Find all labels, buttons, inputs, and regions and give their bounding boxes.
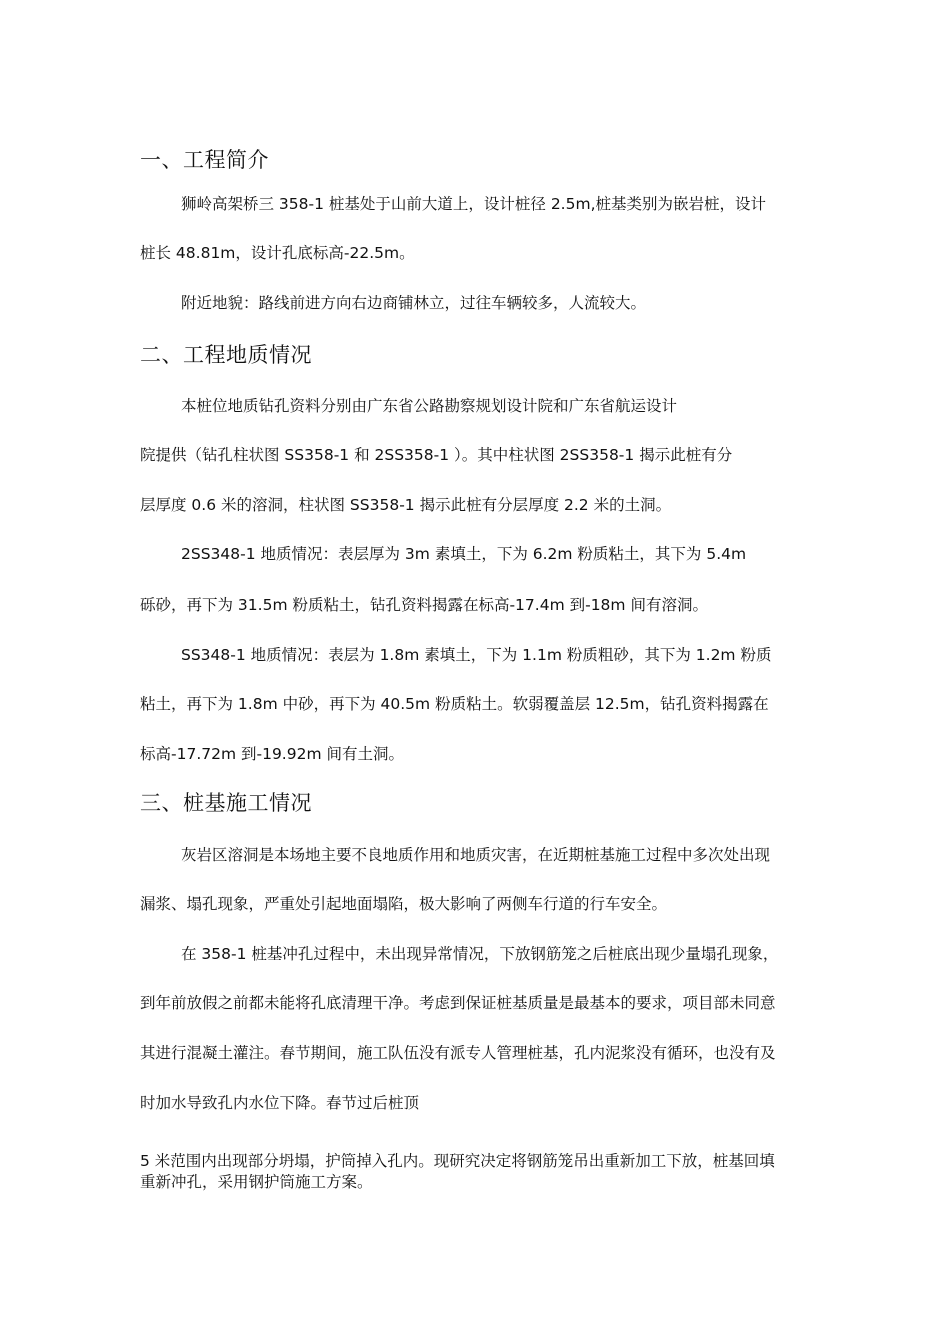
section-heading-1: 一、工程简介 — [140, 148, 269, 172]
section-3-line-3: 在 358-1 桩基冲孔过程中，未出现异常情况，下放钢筋笼之后桩底出现少量塌孔现象， — [181, 945, 779, 963]
section-3-line-6: 时加水导致孔内水位下降。春节过后桩顶 — [140, 1094, 420, 1112]
section-3-line-5: 其进行混凝土灌注。春节期间，施工队伍没有派专人管理桩基，孔内泥浆没有循环，也没有及 — [140, 1044, 776, 1062]
section-2-line-4: 2SS348-1 地质情况：表层厚为 3m 素填土，下为 6.2m 粉质粘土，其下为 5.4m — [181, 545, 747, 563]
section-2-line-2: 院提供（钻孔柱状图 SS358-1 和 2SS358-1 ）。其中柱状图 2SS358-1 揭示此桩有分 — [140, 446, 733, 464]
section-1-line-2: 桩长 48.81m，设计孔底标高-22.5m。 — [140, 244, 415, 262]
section-3-line-8: 重新冲孔，采用钢护筒施工方案。 — [140, 1173, 373, 1191]
section-2-line-7: 粘土，再下为 1.8m 中砂，再下为 40.5m 粉质粘土。软弱覆盖层 12.5m，钻孔资料揭露在 — [140, 695, 769, 713]
section-heading-3: 三、桩基施工情况 — [140, 791, 312, 815]
section-heading-2: 二、工程地质情况 — [140, 343, 312, 367]
section-2-line-6: SS348-1 地质情况：表层为 1.8m 素填土，下为 1.1m 粉质粗砂，其下为 1.2m 粉质 — [181, 646, 772, 664]
section-1-line-3: 附近地貌：路线前进方向右边商铺林立，过往车辆较多，人流较大。 — [181, 294, 647, 312]
section-3-line-4: 到年前放假之前都未能将孔底清理干净。考虑到保证桩基质量是最基本的要求，项目部未同意 — [140, 994, 776, 1012]
section-2-line-3: 层厚度 0.6 米的溶洞，柱状图 SS358-1 揭示此桩有分层厚度 2.2 米的土洞。 — [140, 496, 672, 514]
section-2-line-8: 标高-17.72m 到-19.92m 间有土洞。 — [140, 745, 404, 763]
section-3-line-7: 5 米范围内出现部分坍塌，护筒掉入孔内。现研究决定将钢筋笼吊出重新加工下放，桩基回填 — [140, 1152, 775, 1170]
section-1-line-1: 狮岭高架桥三 358-1 桩基处于山前大道上，设计桩径 2.5m,桩基类别为嵌岩桩，设计 — [181, 195, 766, 213]
section-3-line-2: 漏浆、塌孔现象，严重处引起地面塌陷，极大影响了两侧车行道的行车安全。 — [140, 895, 668, 913]
section-2-line-1: 本桩位地质钻孔资料分别由广东省公路勘察规划设计院和广东省航运设计 — [181, 397, 678, 415]
section-3-line-1: 灰岩区溶洞是本场地主要不良地质作用和地质灾害，在近期桩基施工过程中多次处出现 — [181, 846, 771, 864]
section-2-line-5: 砾砂，再下为 31.5m 粉质粘土，钻孔资料揭露在标高-17.4m 到-18m 间有溶洞。 — [140, 596, 708, 614]
